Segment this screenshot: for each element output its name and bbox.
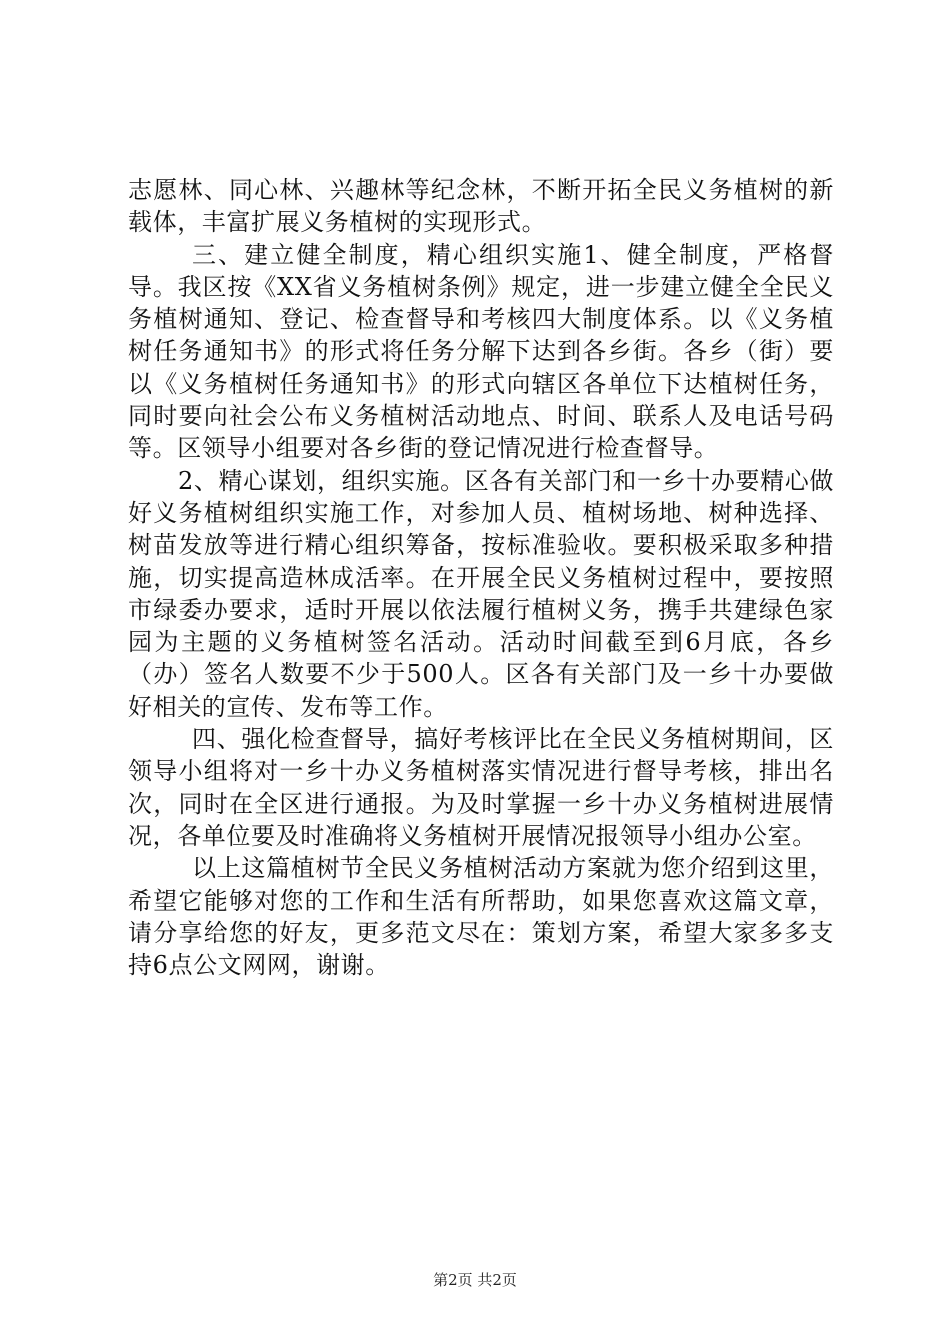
paragraph-section-four: 四、强化检查督导，搞好考核评比在全民义务植树期间，区领导小组将对一乡十办义务植树落实情况进行督导考核，排出名次，同时在全区进行通报。为及时掌握一乡十办义务植树进展情况，各单位要及时准确将义务植树开展情况报领导小组办公室。 <box>128 725 834 850</box>
paragraph-section-three: 三、建立健全制度，精心组织实施1、健全制度，严格督导。我区按《XX省义务植树条例》规定，进一步建立健全全民义务植树通知、登记、检查督导和考核四大制度体系。以《义务植树任务通知书》的形式将任务分解下达到各乡街。各乡（街）要以《义务植树任务通知书》的形式向辖区各单位下达植树任务，同时要向社会公布义务植树活动地点、时间、联系人及电话号码等。区领导小组要对各乡街的登记情况进行检查督导。 <box>128 240 834 463</box>
paragraph-closing: 以上这篇植树节全民义务植树活动方案就为您介绍到这里，希望它能够对您的工作和生活有所帮助，如果您喜欢这篇文章，请分享给您的好友，更多范文尽在：策划方案，希望大家多多支持6点公文网网，谢谢。 <box>128 854 834 980</box>
document-body <box>128 174 834 981</box>
paragraph-item-two: 2、精心谋划，组织实施。区各有关部门和一乡十办要精心做好义务植树组织实施工作，对参加人员、植树场地、树种选择、树苗发放等进行精心组织筹备，按标准验收。要积极采取多种措施，切实提高造林成活率。在开展全民义务植树过程中，要按照市绿委办要求，适时开展以依法履行植树义务，携手共建绿色家园为主题的义务植树签名活动。活动时间截至到6月底，各乡（办）签名人数要不少于500人。区各有关部门及一乡十办要做好相关的宣传、发布等工作。 <box>128 466 834 721</box>
page-number-footer: 第2页 共2页 <box>433 1271 517 1289</box>
paragraph-continuation: 志愿林、同心林、兴趣林等纪念林，不断开拓全民义务植树的新载体，丰富扩展义务植树的实现形式。 <box>128 176 834 237</box>
